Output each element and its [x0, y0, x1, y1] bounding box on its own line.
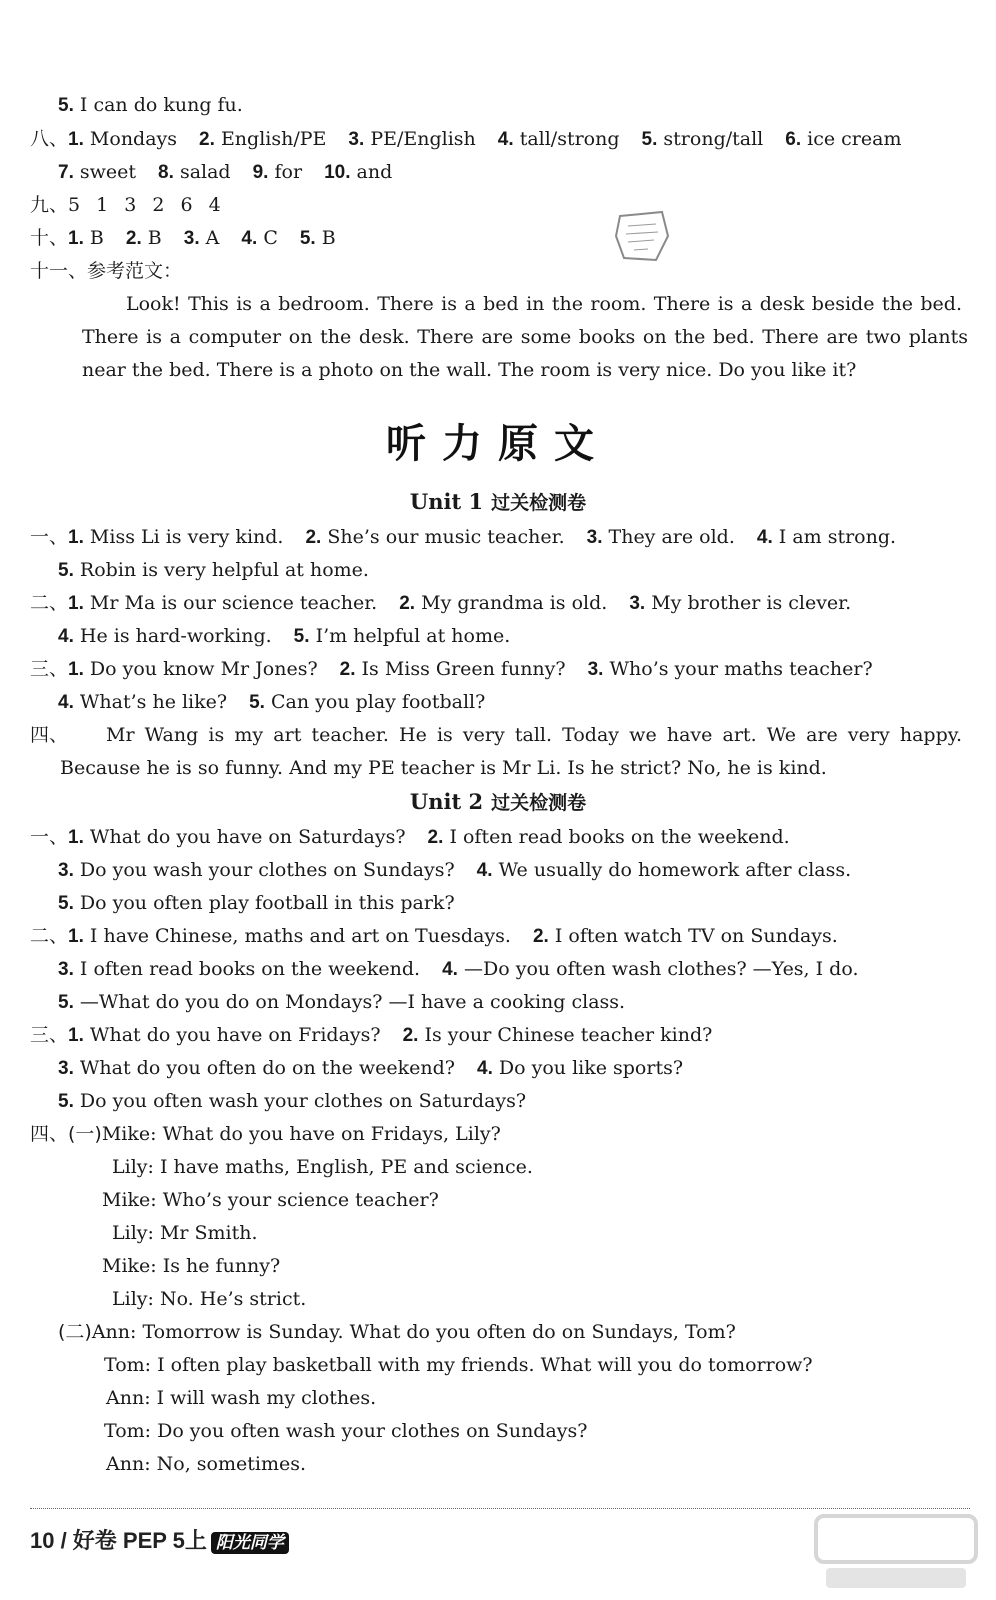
dialogue-line: Lily: Mr Smith.: [112, 1222, 258, 1244]
dialogue-line: Mike: Is he funny?: [102, 1255, 281, 1277]
answer-line: 5. I can do kung fu.: [58, 94, 243, 116]
unit1-s2-row2: 4. He is hard-working. 5. I’m helpful at home.: [58, 625, 511, 647]
unit2-s2-row2: 3. I often read books on the weekend. 4. —Do you often wash clothes? —Yes, I do.: [58, 958, 859, 980]
unit2-s2-row3: 5. —What do you do on Mondays? —I have a cooking class.: [58, 991, 626, 1013]
unit2-s1-row3: 5. Do you often play football in this park?: [58, 892, 455, 914]
dialogue-line: Mike: Who’s your science teacher?: [102, 1189, 439, 1211]
dialogue-line: Lily: I have maths, English, PE and science.: [112, 1156, 533, 1178]
unit1-s3-row2: 4. What’s he like? 5. Can you play football?: [58, 691, 486, 713]
unit1-s2-row1: 二、1. Mr Ma is our science teacher. 2. My grandma is old. 3. My brother is clever.: [30, 592, 852, 614]
essay-line-2: There is a computer on the desk. There are some books on the bed. There are two plants: [82, 326, 968, 348]
dialogue-line: Tom: Do you often wash your clothes on Sundays?: [104, 1420, 588, 1442]
section-8-row-1: 八、1. Mondays 2. English/PE 3. PE/English 4. tall/strong 5. strong/tall 6. ice cream: [30, 128, 902, 150]
unit-1-heading: Unit 1 过关检测卷: [409, 489, 587, 514]
section-8-row-2: 7. sweet 8. salad 9. for 10. and: [58, 161, 393, 183]
unit2-s2-row1: 二、1. I have Chinese, maths and art on Tuesdays. 2. I often watch TV on Sundays.: [30, 925, 838, 947]
page-title: 听力原文: [386, 421, 610, 467]
unit2-s3-row1: 三、1. What do you have on Fridays? 2. Is your Chinese teacher kind?: [30, 1024, 713, 1046]
unit2-s4-row1: 四、(一)Mike: What do you have on Fridays, Lily?: [30, 1123, 501, 1145]
unit1-s4-line1: Mr Wang is my art teacher. He is very tall. Today we have art. We are very happy.: [106, 724, 962, 746]
unit1-s4-label: 四、: [30, 724, 69, 746]
unit2-s4-part2-row1: (二)Ann: Tomorrow is Sunday. What do you often do on Sundays, Tom?: [58, 1321, 736, 1343]
essay-line-3: near the bed. There is a photo on the wall. The room is very nice. Do you like it?: [82, 359, 857, 381]
page-footer: 10 / 好卷 PEP 5上 阳光同学: [30, 1524, 289, 1555]
unit2-s1-row2: 3. Do you wash your clothes on Sundays? 4. We usually do homework after class.: [58, 859, 852, 881]
unit1-s1-row1: 一、1. Miss Li is very kind. 2. She’s our music teacher. 3. They are old. 4. I am strong.: [30, 526, 897, 548]
watermark-icon: [812, 1512, 982, 1592]
stamp-icon: [612, 206, 672, 266]
dialogue-line: Ann: No, sometimes.: [106, 1453, 306, 1475]
unit-2-heading: Unit 2 过关检测卷: [409, 789, 587, 814]
dialogue-line: Lily: No. He’s strict.: [112, 1288, 307, 1310]
unit1-s4-line2: Because he is so funny. And my PE teacher is Mr Li. Is he strict? No, he is kind.: [60, 757, 827, 779]
unit2-s1-row1: 一、1. What do you have on Saturdays? 2. I often read books on the weekend.: [30, 826, 790, 848]
section-10: 十、1. B 2. B 3. A 4. C 5. B: [30, 227, 336, 249]
unit2-s3-row2: 3. What do you often do on the weekend? 4. Do you like sports?: [58, 1057, 684, 1079]
unit1-s1-row2: 5. Robin is very helpful at home.: [58, 559, 369, 581]
dialogue-line: Tom: I often play basketball with my friends. What will you do tomorrow?: [104, 1354, 813, 1376]
essay-line-1: Look! This is a bedroom. There is a bed in the room. There is a desk beside the bed.: [126, 293, 962, 315]
section-9: 九、5 1 3 2 6 4: [30, 194, 221, 216]
footer-divider: [30, 1508, 970, 1509]
section-11-label: 十一、参考范文：: [30, 260, 183, 282]
unit2-s3-row3: 5. Do you often wash your clothes on Saturdays?: [58, 1090, 527, 1112]
brand-logo: 阳光同学: [211, 1532, 289, 1554]
unit1-s3-row1: 三、1. Do you know Mr Jones? 2. Is Miss Green funny? 3. Who’s your maths teacher?: [30, 658, 873, 680]
dialogue-line: Ann: I will wash my clothes.: [106, 1387, 377, 1409]
